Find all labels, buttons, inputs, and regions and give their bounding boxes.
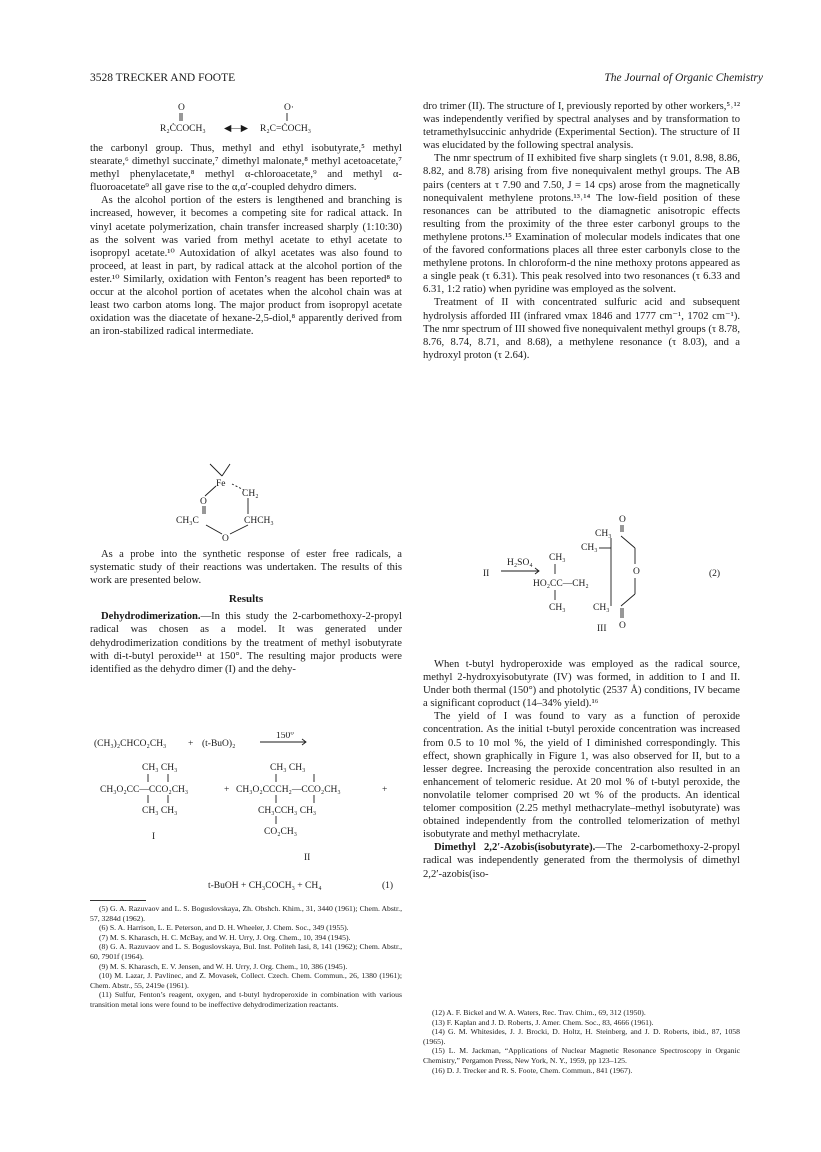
- footnote: (5) G. A. Razuvaov and L. S. Boguslovskaya, Zh. Obshch. Khim., 31, 3440 (1961); Chem. Abstr., 57, 3284d (1962).: [90, 904, 402, 923]
- right-footnotes: [423, 1008, 740, 1075]
- acetyl-carbon: CH₃C: [176, 516, 199, 526]
- equation-2: [423, 514, 740, 642]
- header-journal-title: The Journal of Organic Chemistry: [604, 72, 763, 84]
- reactant-II: II: [483, 569, 490, 579]
- methylene-group: CH₂: [242, 489, 259, 499]
- resonance-arrow: ◀—▶: [224, 124, 249, 134]
- radical-oxygen: O·: [284, 103, 295, 113]
- ester-oxygen: O: [222, 534, 229, 542]
- ester-formula-left: R₂ĊCOCH₃: [160, 124, 206, 134]
- iron-atom: Fe: [216, 479, 226, 489]
- byproducts: t-BuOH + CH₃COCH₃ + CH₄: [208, 881, 322, 891]
- paragraph: Treatment of II with concentrated sulfuric acid and subsequent hydrolysis afforded III (infrared νmax 1846 and 1777 cm⁻¹, 1702 cm⁻¹). The nmr spectrum of III showed five nonequivalent methyl groups (τ 8.78, 8.76, 8.74, 8.71, and 8.68), a methylene resonance (τ 8.03), and a hydroxyl proton (τ 2.64).: [423, 297, 740, 361]
- paragraph: The nmr spectrum of II exhibited five sharp singlets (τ 9.01, 8.98, 8.86, 8.82, and 8.78) arising from five nonequivalent methyl groups. The AB pairs (centers at τ 7.90 and 7.50, J = 14 cps) arose from the magnetically nonequivalent methylene protons.¹³˒¹⁴ The low-field position of these resonances can be attributed to the diamagnetic anisotropic effects resulting from the proximity of the three ester carbonyl groups to the methylene protons.¹⁵ Examination of molecular models indicates that one of the favored conformations places all three ester carbonyls close to the methylene protons. In chloroform-d the nine methoxy protons appeared as a single peak (τ 6.31). This peak resolved into two resonances (τ 6.33 and 6.31, 1:2 ratio) when pyridine was employed as the solvent.: [423, 153, 740, 296]
- footnote-rule: [90, 900, 146, 901]
- paragraph: As a probe into the synthetic response of ester free radicals, a systematic study of their reactions was undertaken. The results of this work are presented below.: [90, 549, 402, 587]
- dimer-I-methyls-top: CH₃ CH₃: [142, 763, 178, 773]
- reactant-peroxide: (t-BuO)₂: [202, 739, 236, 749]
- section-heading-results: Results: [228, 593, 264, 606]
- paragraph: the carbonyl group. Thus, methyl and ethyl isobutyrate,⁵ methyl stearate,⁶ dimethyl succinate,⁷ dimethyl malonate,⁸ methyl acetoacetate,⁷ methyl phenylacetate,⁸ methyl α-chloroacetate,⁹ and methyl α-fluoroacetate⁹ all gave rise to the α,α′-coupled dehydro dimers.: [90, 143, 402, 194]
- footnote: (13) F. Kaplan and J. D. Roberts, J. Amer. Chem. Soc., 83, 4666 (1961).: [432, 1017, 654, 1027]
- paragraph: As the alcohol portion of the esters is lengthened and branching is increased, however, it becomes a competing site for radical attack. In vinyl acetate polymerization, chain transfer increased sharply (1:10:30) as the solvent was varied from methyl acetate to ethyl acetate to isopropyl acetate.¹⁰ Autoxidation of alkyl acetates was also found to proceed, at least in part, by radical attack at the alcohol portion of the ester.¹⁰ Similarly, oxidation with Fenton’s reagent has been reported⁸ to occur at the alcohol portion of acetates when the alcohol chain was at least two carbon atoms long. The major product from isopropyl acetate oxidation was the diacetate of hexane-2,5-diol,⁸ apparently derived from an iron-stabilized radical intermediate.: [90, 195, 402, 338]
- runin-heading: Dehydrodimerization.: [101, 611, 201, 623]
- footnote: (15) L. M. Jackman, “Applications of Nuclear Magnetic Resonance Spectroscopy in Organic Chemistry,” Pergamon Press, New York, N. Y., 1959, pp 123–125.: [423, 1046, 740, 1065]
- right-column-text-1: [423, 100, 740, 362]
- paragraph: When t-butyl hydroperoxide was employed as the radical source, methyl 2-hydroxyisobutyrate (IV) was formed, in addition to I and II. Under both thermal (150°) and photolytic (2537 Å) conditions, IV became a significant coproduct (14–34% yield).¹⁶: [423, 659, 740, 710]
- footnote: (11) Sulfur, Fenton’s reagent, oxygen, and t-butyl hydroperoxide in combination with various transition metal ions were found to be ineffective dehydrodimerization reactants.: [90, 990, 402, 1009]
- trimer-II-methyls-top: CH₃ CH₃: [270, 763, 306, 773]
- footnote: (16) D. J. Trecker and R. S. Foote, Chem. Commun., 841 (1967).: [432, 1065, 633, 1075]
- footnote: (9) M. S. Kharasch, E. V. Jensen, and W. H. Urry, J. Org. Chem., 10, 386 (1945).: [99, 961, 348, 971]
- running-header: [90, 72, 763, 88]
- reactant-methyl-isobutyrate: (CH₃)₂CHCO₂CH₃: [94, 739, 167, 749]
- header-page-authors: 3528 TRECKER AND FOOTE: [90, 72, 236, 84]
- footnote: (7) M. S. Kharasch, H. C. McBay, and W. H. Urry, J. Org. Chem., 10, 394 (1945).: [99, 932, 351, 942]
- dimer-I-backbone: CH₃O₂CC—CCO₂CH₃: [100, 785, 189, 795]
- trimer-II-ester: CO₂CH₃: [264, 827, 298, 837]
- equation-number-2: (2): [709, 569, 721, 579]
- lactone-carbonyl-oxygen-bottom: O: [619, 621, 626, 631]
- left-column-text-2: [90, 548, 402, 676]
- footnote: (8) G. A. Razuvaov and L. S. Boguslovskaya, Bul. Inst. Politeh Iasi, 8, 141 (1962); Chem. Abstr., 60, 7901f (1964).: [90, 942, 402, 961]
- equation-1: [90, 732, 402, 898]
- carboxy-fragment: HO₂CC—CH₂: [533, 579, 589, 589]
- ring-oxygen: O: [633, 567, 640, 577]
- temperature-condition: 150°: [276, 732, 295, 741]
- equation-number-1: (1): [382, 881, 394, 891]
- methyl-group: CH₃: [549, 603, 566, 613]
- lactone-carbonyl-oxygen-top: O: [619, 515, 626, 525]
- trimer-II-branch: CH₃CCH₃ CH₃: [258, 806, 317, 816]
- chelate-oxygen: O: [200, 497, 207, 507]
- footnote: (12) A. F. Bickel and W. A. Waters, Rec. Trav. Chim., 69, 312 (1950).: [432, 1008, 646, 1017]
- runin-heading: Dimethyl 2,2′-Azobis(isobutyrate).: [434, 842, 596, 854]
- methyl-group: CH₃: [595, 529, 612, 539]
- footnote: (14) G. M. Whitesides, J. J. Brocki, D. Holtz, H. Steinberg, and J. D. Roberts, ibid., 87, 1058 (1965).: [423, 1027, 740, 1046]
- paragraph: Dehydrodimerization.—In this study the 2-carbomethoxy-2-propyl radical was chosen as a model. It was generated under dehydrodimerization conditions by the treatment of methyl isobutyrate with di-t-butyl peroxide¹¹ at 150°. The resulting major products were identified as the dehydro dimer (I) and the dehy-: [90, 611, 402, 675]
- right-column-text-2: [423, 658, 740, 881]
- footnote: (10) M. Lazar, J. Pavlinec, and Z. Movasek, Collect. Czech. Chem. Commun., 26, 1380 (1961); Chem. Abstr., 55, 2419e (1961).: [90, 971, 402, 990]
- methyl-group: CH₃: [593, 603, 610, 613]
- iron-chelate-structure: [170, 462, 310, 542]
- footnote: (6) S. A. Harrison, L. E. Peterson, and D. H. Wheeler, J. Chem. Soc., 349 (1955).: [99, 923, 349, 933]
- left-column-text-1: [90, 142, 402, 338]
- left-footnotes: [90, 904, 402, 1010]
- carbonyl-oxygen: O: [178, 103, 185, 113]
- methyl-group: CH₃: [549, 553, 566, 563]
- compound-label-II: II: [304, 853, 311, 863]
- compound-label-I: I: [152, 832, 156, 842]
- paragraph: The yield of I was found to vary as a function of peroxide concentration. As the initial t-butyl peroxide concentration was increased from 0.5 to 10 mol %, the yield of I diminished correspondingly. This effect, shown graphically in Figure 1, was also observed for II, but to a lesser degree. Increasing the peroxide concentration also resulted in an enhancement of telomeric residue. At 20 mol % of t-butyl peroxide, the nonvolatile telomer comprised 20 wt % of the products. An identical telomer composition (2.25 methyl methacrylate–methyl isobutyrate) was obtained independently from the controlled telomerization of methyl isobutyrate and methyl methacrylate.: [423, 711, 740, 841]
- compound-label-III: III: [597, 624, 607, 634]
- paragraph: dro trimer (II). The structure of I, previously reported by other workers,⁵˒¹² was independently verified by spectral analyses and by transformation to tetramethylsuccinic anhydride (Experimental Section). The structure of II was elucidated by the following spectral analysis.: [423, 101, 740, 152]
- resonance-scheme: [150, 100, 380, 140]
- reagent-sulfuric-acid: H₂SO₄: [507, 558, 533, 568]
- trimer-II-backbone: CH₃O₂CCCH₂—CCO₂CH₃: [236, 785, 341, 795]
- methyl-group: CH₃: [581, 543, 598, 553]
- dimer-I-methyls-bottom: CH₃ CH₃: [142, 806, 178, 816]
- plus-sign: +: [188, 739, 194, 749]
- paragraph: Dimethyl 2,2′-Azobis(isobutyrate).—The 2-carbomethoxy-2-propyl radical was independently generated from the thermolysis of dimethyl 2,2′-azobis(iso-: [423, 842, 740, 880]
- plus-sign: +: [382, 785, 388, 795]
- methine-group: CHCH₃: [244, 516, 274, 526]
- plus-sign: +: [224, 785, 230, 795]
- ester-formula-right: R₂C=ĊOCH₃: [260, 124, 312, 134]
